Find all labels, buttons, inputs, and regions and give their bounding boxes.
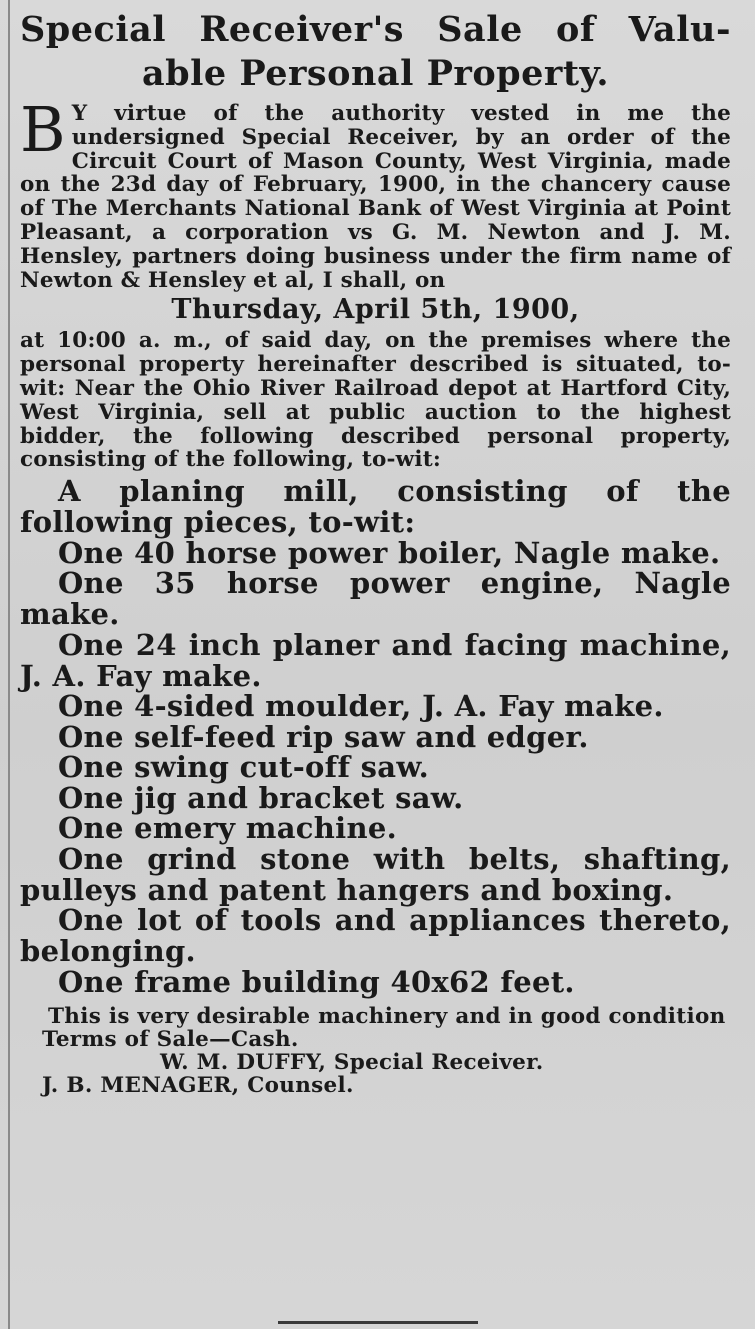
closing-note: This is very desirable machinery and in good condition	[48, 1004, 726, 1030]
property-list	[20, 476, 731, 998]
counsel-line: J. B. MENAGER, Counsel.	[42, 1073, 354, 1099]
intro-text: Y virtue of the authority vested in me the undersigned Special Receiver, by an order of the Circuit Court of Mason County, West Virginia, made on the 23d day of February, 1900, in the chancery cause of The Merchants National Bank of West Virginia at Point Pleasant, a corporation vs G. M. Newton and J. M. Hensley, partners doing business under the firm name of Newton & Hensley et al, I shall, on	[20, 101, 731, 293]
drop-cap: B	[20, 93, 66, 166]
list-item: One emery machine.	[58, 811, 397, 846]
list-item: One frame building 40x62 feet.	[58, 964, 575, 999]
list-item: One jig and bracket saw.	[58, 780, 464, 815]
closing-block	[20, 1005, 731, 1097]
list-item: One 4-sided moulder, J. A. Fay make.	[58, 689, 664, 724]
intro-paragraph	[20, 93, 731, 293]
list-item: One 40 horse power boiler, Nagle make.	[58, 535, 721, 570]
list-item: One 24 inch planer and facing machine, J. A. Fay make.	[20, 627, 731, 693]
list-item: A planing mill, consisting of the following pieces, to-wit:	[20, 474, 731, 540]
signer-line: W. M. DUFFY, Special Receiver.	[160, 1050, 544, 1076]
sale-details: at 10:00 a. m., of said day, on the premises where the personal property hereinafter described is situated, to-wit: Near the Ohio River Railroad depot at Hartford City, West Virginia, sell at public auction to the highest bidder, the following described personal property, consisting of the following, to-wit:	[20, 328, 731, 473]
list-item: One 35 horse power engine, Nagle make.	[20, 566, 731, 632]
headline-line-2: able Personal Property.	[141, 53, 610, 94]
terms-of-sale: Terms of Sale—Cash.	[42, 1027, 299, 1053]
headline-line-1: Special Receiver's Sale of Valu-	[20, 9, 731, 50]
column-rule	[8, 0, 10, 1329]
list-item: One grind stone with belts, shafting, pulleys and patent hangers and boxing.	[20, 841, 731, 907]
list-item: One lot of tools and appliances thereto, belonging.	[20, 903, 731, 969]
bottom-rule	[278, 1321, 478, 1324]
list-item: One self-feed rip saw and edger.	[58, 719, 589, 754]
sale-date: Thursday, April 5th, 1900,	[171, 294, 580, 326]
list-item: One swing cut-off saw.	[58, 750, 430, 785]
